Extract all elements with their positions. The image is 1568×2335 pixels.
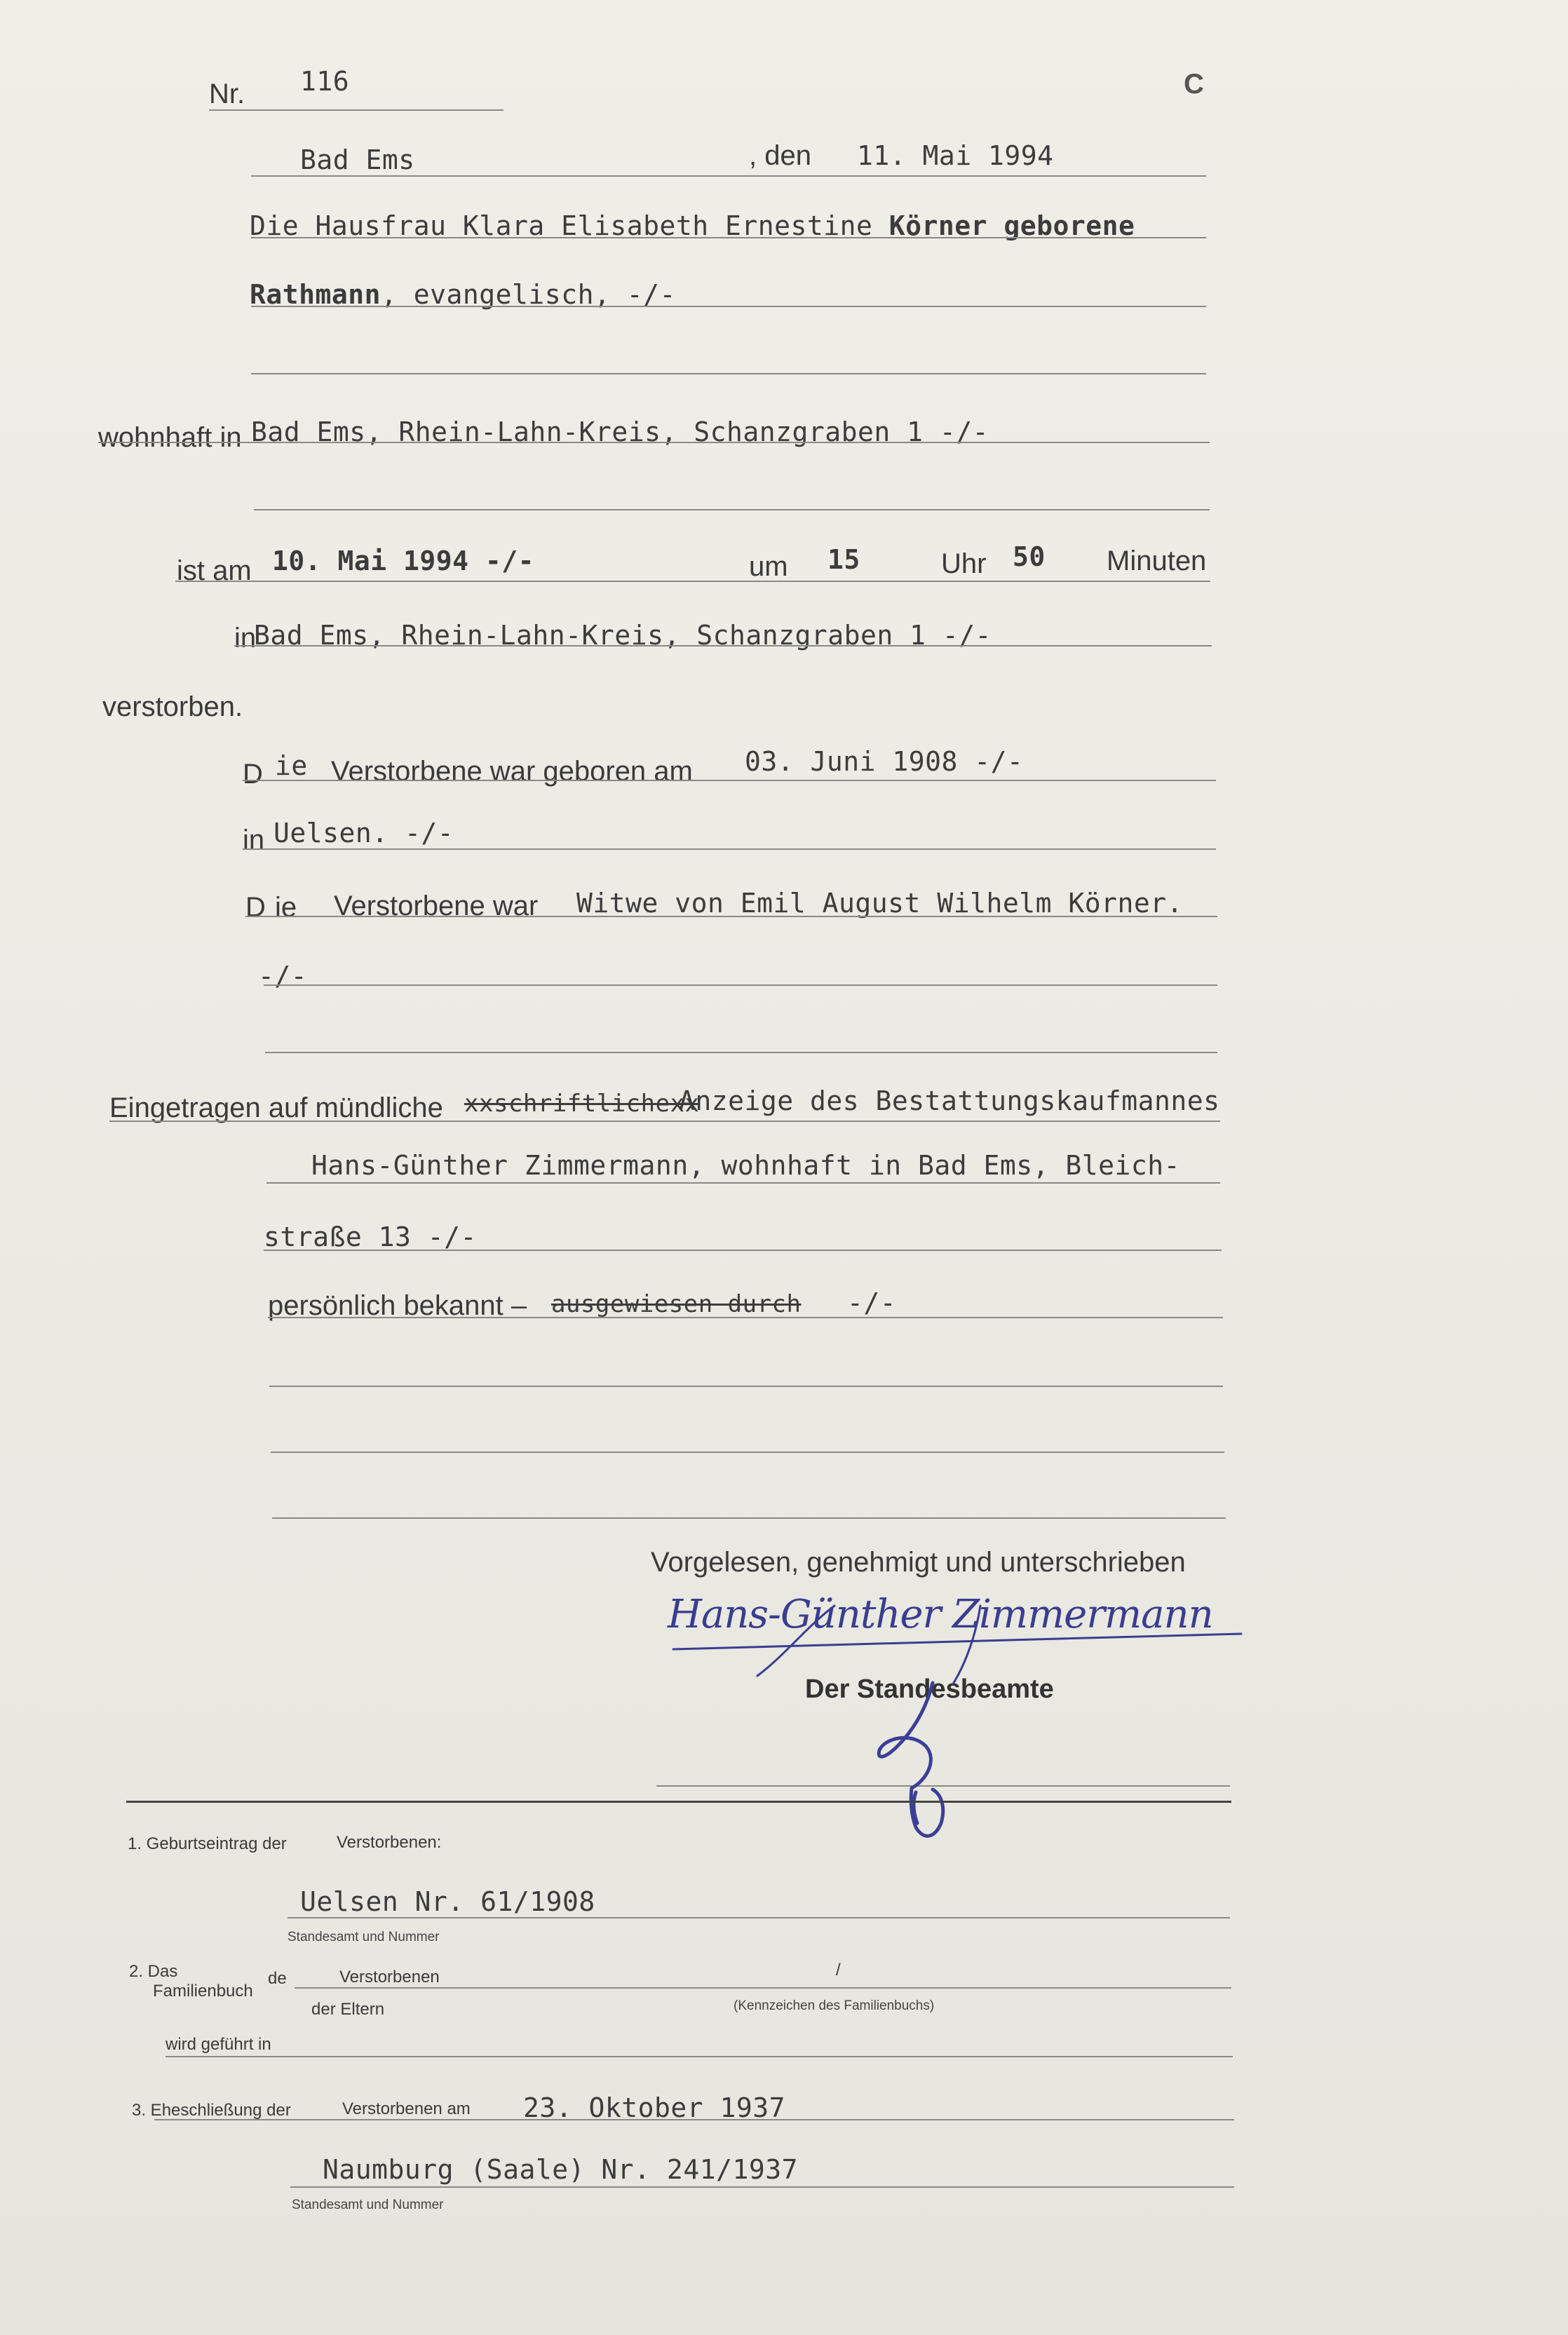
note2-verstorbenen: Verstorbenen [339, 1968, 440, 1987]
struck-ausgewiesen: ausgewiesen durch [551, 1290, 802, 1318]
informant-signature: Hans-Günther Zimmermann [668, 1592, 1213, 1637]
informant-line2: straße 13 -/- [264, 1221, 477, 1252]
death-in-label: in [234, 623, 257, 654]
note1-caption: Standesamt und Nummer [288, 1930, 440, 1944]
deceased-line1: Die Hausfrau Klara Elisabeth Ernestine Körner geborene [250, 210, 1135, 241]
note2-caption: (Kennzeichen des Familienbuchs) [734, 1998, 935, 2013]
residence-address: Bad Ems, Rhein-Lahn-Kreis, Schanzgraben 1 -/- [251, 417, 989, 447]
nr-value: 116 [300, 66, 350, 97]
wohnhaft-label: wohnhaft in [98, 422, 242, 453]
section-divider [126, 1801, 1231, 1803]
note3-caption: Standesamt und Nummer [292, 2198, 444, 2212]
note2-eltern: der Eltern [311, 2000, 385, 2019]
note2-de: de [268, 1969, 287, 1988]
death-hour: 15 [827, 544, 860, 575]
nr-label: Nr. [209, 79, 245, 109]
den-label: , den [749, 140, 811, 171]
status-continuation: -/- [258, 961, 308, 991]
form-letter: C [1184, 69, 1204, 100]
status-d-label: D [245, 892, 266, 923]
birth-geboren-label: Verstorbene war geboren am [331, 756, 693, 787]
marital-status: Witwe von Emil August Wilhelm Körner. [576, 888, 1183, 919]
note3-suffix: Verstorbenen am [342, 2099, 471, 2118]
anzeige-text: Anzeige des Bestattungskaufmannes [679, 1085, 1220, 1116]
official-signature-icon [879, 1683, 942, 1836]
vorgelesen-text: Vorgelesen, genehmigt und unterschrieben [651, 1547, 1186, 1578]
um-label: um [749, 551, 788, 582]
status-war-label: Verstorbene war [334, 891, 539, 921]
death-minutes: 50 [1013, 541, 1046, 572]
note1-rule [288, 1917, 1230, 1918]
death-date: 10. Mai 1994 -/- [272, 546, 535, 576]
birth-place: Uelsen. -/- [273, 818, 454, 848]
death-place: Bad Ems, Rhein-Lahn-Kreis, Schanzgraben 1 -/- [254, 620, 992, 651]
eingetragen-label: Eingetragen auf mündliche [109, 1092, 443, 1123]
note3-date: 23. Oktober 1937 [523, 2092, 786, 2123]
note2-familienbuch: Familienbuch [153, 1982, 253, 2001]
birth-date: 03. Juni 1908 -/- [745, 746, 1024, 777]
note2-gefuehrt-rule [165, 2056, 1233, 2057]
birth-d-label: D [243, 759, 263, 790]
signature-underline-stroke [673, 1606, 1241, 1683]
note2-slash: / [836, 1961, 841, 1979]
note1-suffix: Verstorbenen: [337, 1833, 442, 1852]
note1-value: Uelsen Nr. 61/1908 [300, 1886, 595, 1917]
note2-gefuehrt: wird geführt in [165, 2035, 271, 2054]
deceased-line2: Rathmann, evangelisch, -/- [250, 279, 676, 310]
note2-rule [295, 1987, 1231, 1989]
bekannt-end: -/- [847, 1287, 897, 1318]
status-ie: ie [275, 892, 297, 923]
standesbeamte-label: Der Standesbeamte [805, 1674, 1054, 1704]
ist-am-label: ist am [177, 555, 252, 586]
place-of-record: Bad Ems [300, 144, 415, 175]
birth-ie-typed: ie [275, 750, 308, 781]
note3-value: Naumburg (Saale) Nr. 241/1937 [323, 2154, 798, 2185]
minuten-label: Minuten [1107, 546, 1207, 576]
note2-das: 2. Das [129, 1962, 178, 1981]
uhr-label: Uhr [941, 548, 987, 579]
verstorben-label: verstorben. [102, 691, 243, 722]
bekannt-label: persönlich bekannt – [268, 1290, 527, 1321]
birth-in-label: in [243, 825, 265, 855]
informant-line1: Hans-Günther Zimmermann, wohnhaft in Bad Ems, Bleich- [311, 1150, 1181, 1181]
record-date: 11. Mai 1994 [857, 140, 1054, 171]
note3-label: 3. Eheschließung der [132, 2101, 291, 2120]
note3-value-rule [290, 2186, 1234, 2188]
struck-schriftliche: xxschriftlichexx [464, 1090, 700, 1118]
note1-label: 1. Geburtseintrag der [128, 1834, 287, 1853]
note3-rule [154, 2119, 1234, 2120]
